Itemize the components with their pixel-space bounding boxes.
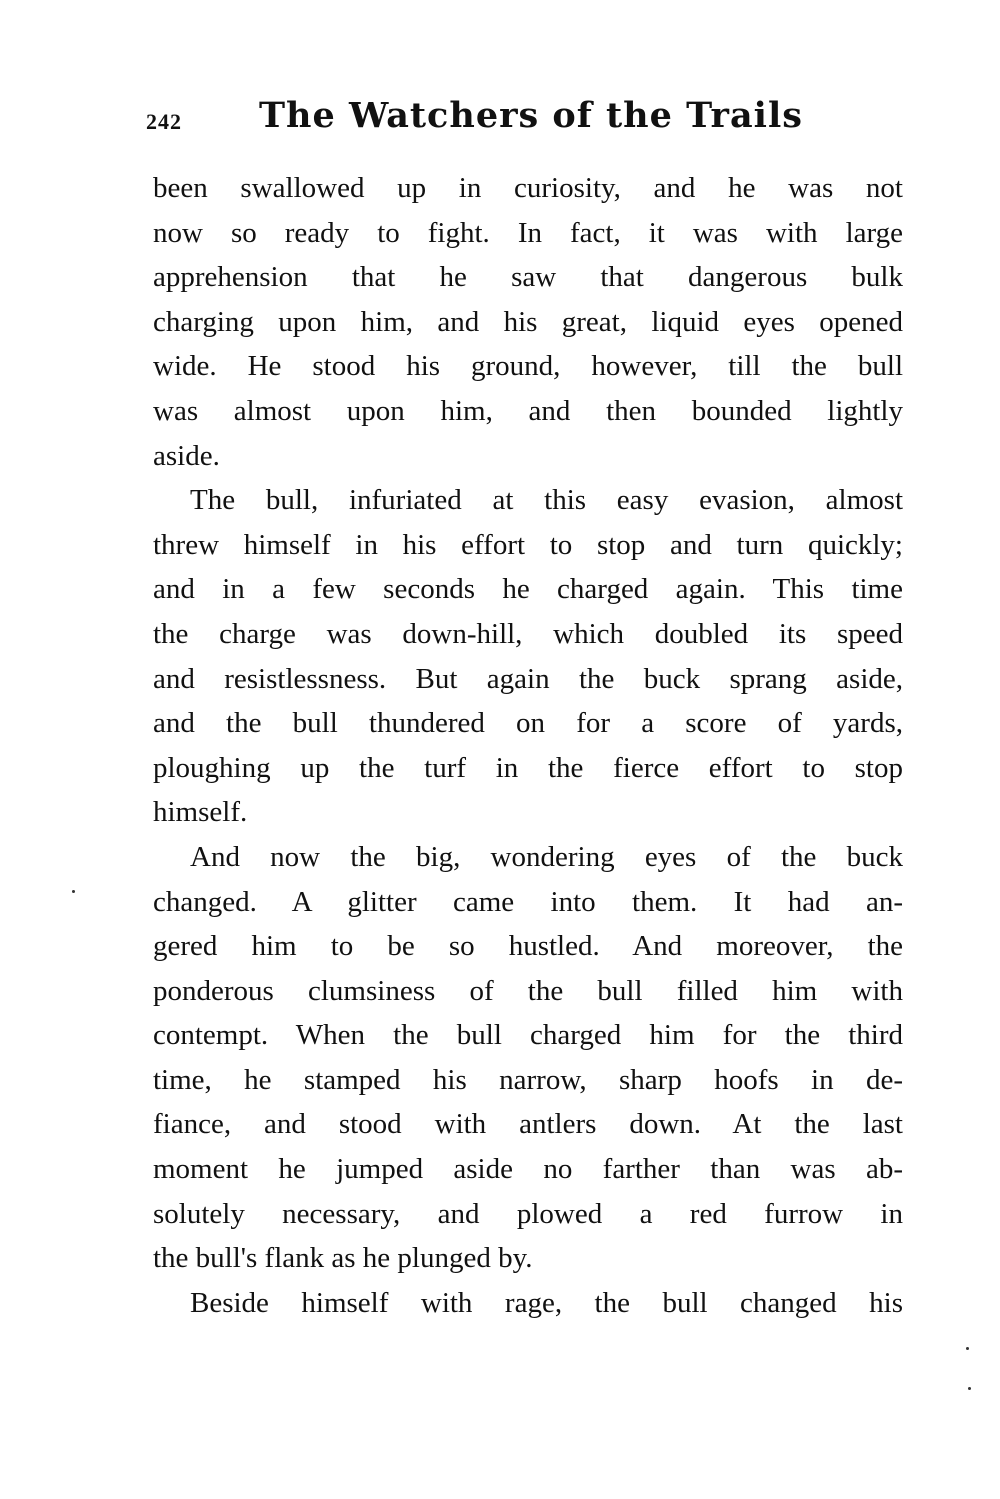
text-line: changed. A glitter came into them. It had an-	[153, 885, 903, 918]
text-line: and resistlessness. But again the buck sprang aside,	[153, 662, 903, 695]
body-text	[153, 166, 903, 1325]
text-line: moment he jumped aside no farther than was ab-	[153, 1153, 903, 1186]
text-line: the bull's flank as he plunged by.	[153, 1242, 533, 1275]
text-line: wide. He stood his ground, however, till the bull	[153, 350, 903, 383]
scan-speck	[72, 890, 75, 893]
text-line: Beside himself with rage, the bull changed his	[190, 1286, 903, 1319]
text-line: now so ready to fight. In fact, it was with large	[153, 216, 903, 249]
page-header	[146, 95, 906, 145]
text-line: charging upon him, and his great, liquid eyes opened	[153, 305, 903, 338]
text-line: threw himself in his effort to stop and turn quickly;	[153, 528, 903, 561]
scan-speck	[966, 1347, 969, 1350]
text-line: himself.	[153, 796, 248, 829]
text-line: and the bull thundered on for a score of yards,	[153, 707, 903, 740]
text-line: The bull, infuriated at this easy evasion, almost	[190, 484, 903, 517]
text-line: the charge was down-hill, which doubled its speed	[153, 617, 903, 650]
text-line: gered him to be so hustled. And moreover, the	[153, 930, 903, 963]
text-line: ploughing up the turf in the fierce effort to stop	[153, 751, 903, 784]
running-title: The Watchers of the Trails	[259, 95, 803, 136]
text-line: been swallowed up in curiosity, and he was not	[153, 172, 903, 204]
scan-speck	[968, 1387, 971, 1390]
text-line: solutely necessary, and plowed a red furrow in	[153, 1197, 903, 1230]
text-line: ponderous clumsiness of the bull filled him with	[153, 974, 903, 1007]
text-line: apprehension that he saw that dangerous bulk	[153, 261, 903, 294]
text-line: was almost upon him, and then bounded lightly	[153, 394, 903, 427]
text-line: contempt. When the bull charged him for the third	[153, 1019, 903, 1052]
text-line: aside.	[153, 439, 220, 472]
text-line: and in a few seconds he charged again. This time	[153, 573, 903, 606]
page-number: 242	[146, 109, 182, 134]
text-line: fiance, and stood with antlers down. At the last	[153, 1108, 903, 1141]
text-line: time, he stamped his narrow, sharp hoofs in de-	[153, 1063, 903, 1096]
text-line: And now the big, wondering eyes of the buck	[190, 840, 903, 873]
